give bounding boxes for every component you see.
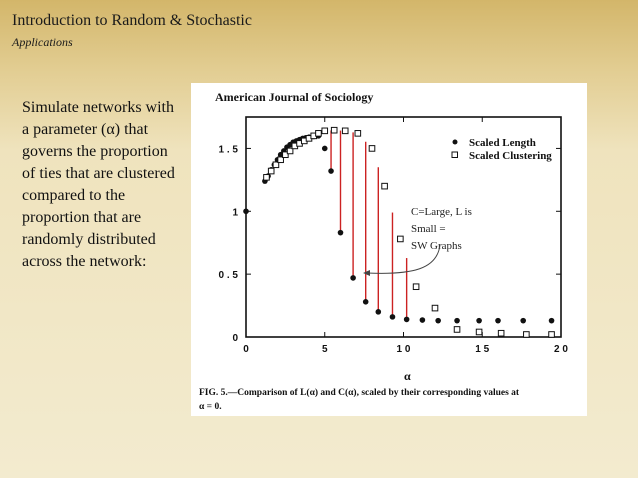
length-point: [363, 299, 369, 305]
x-tick-label: 5: [321, 344, 328, 355]
x-tick-label: 1 5: [475, 344, 490, 355]
x-tick-label: 1 0: [396, 344, 411, 355]
clustering-point: [322, 128, 328, 134]
y-tick-label: 0 . 5: [218, 270, 238, 282]
length-point: [390, 314, 396, 320]
highlight-lines: [331, 130, 407, 319]
clustering-point: [454, 327, 460, 333]
clustering-point: [268, 168, 274, 174]
length-point: [454, 318, 460, 324]
clustering-point: [498, 330, 504, 336]
annotation: [363, 206, 472, 276]
clustering-point: [432, 305, 438, 311]
length-point: [328, 168, 334, 174]
y-tick-label: 1 . 5: [218, 144, 238, 156]
clustering-point: [316, 131, 322, 137]
clustering-point: [355, 131, 361, 137]
clustering-point: [342, 128, 348, 134]
length-point: [520, 318, 526, 324]
length-point: [322, 146, 328, 152]
x-axis-label: α: [404, 369, 411, 383]
clustering-point: [413, 284, 419, 290]
clustering-point: [264, 175, 270, 181]
length-point: [404, 317, 410, 323]
length-point: [350, 275, 356, 281]
caption-line-1: FIG. 5.—Comparison of L(α) and C(α), scaled by their corresponding values at: [199, 388, 520, 398]
annotation-arrowhead: [363, 270, 370, 276]
legend-label-length: Scaled Length: [469, 137, 536, 149]
annotation-line-1: C=Large, L is: [411, 206, 472, 218]
annotation-line-2: Small =: [411, 223, 446, 235]
y-tick-label: 1: [232, 207, 238, 219]
length-point: [476, 318, 482, 324]
length-point: [376, 309, 382, 315]
legend-marker-length: [453, 140, 458, 145]
figure-panel: [191, 83, 587, 416]
length-point: [420, 317, 426, 323]
length-point: [435, 318, 441, 324]
slide-header-title: Introduction to Random & Stochastic: [12, 12, 252, 29]
clustering-point: [331, 127, 337, 133]
legend-label-clustering: Scaled Clustering: [469, 150, 552, 162]
legend-marker-clustering: [452, 152, 458, 158]
annotation-line-3: SW Graphs: [411, 240, 462, 252]
x-tick-label: 2 0: [554, 344, 568, 355]
clustering-point: [549, 332, 555, 338]
length-point: [338, 230, 344, 236]
slide-header-subtitle: Applications: [12, 35, 73, 49]
bullet-text: Simulate networks with a parameter (α) that governs the proportion of ties that are clustered compared to the proportion that are randomly distributed across the network:: [22, 99, 175, 270]
length-point: [243, 208, 249, 214]
clustering-point: [476, 329, 482, 335]
journal-title: American Journal of Sociology: [215, 90, 374, 104]
legend: [452, 137, 552, 162]
clustering-point: [398, 236, 404, 242]
chart-svg: [191, 83, 587, 416]
length-point: [495, 318, 501, 324]
x-tick-label: 0: [243, 344, 249, 355]
clustering-point: [524, 332, 530, 338]
caption-line-2: α = 0.: [199, 402, 222, 412]
clustering-point: [382, 183, 388, 189]
y-tick-label: 0: [232, 333, 238, 344]
length-point: [549, 318, 555, 324]
clustering-point: [369, 146, 375, 152]
